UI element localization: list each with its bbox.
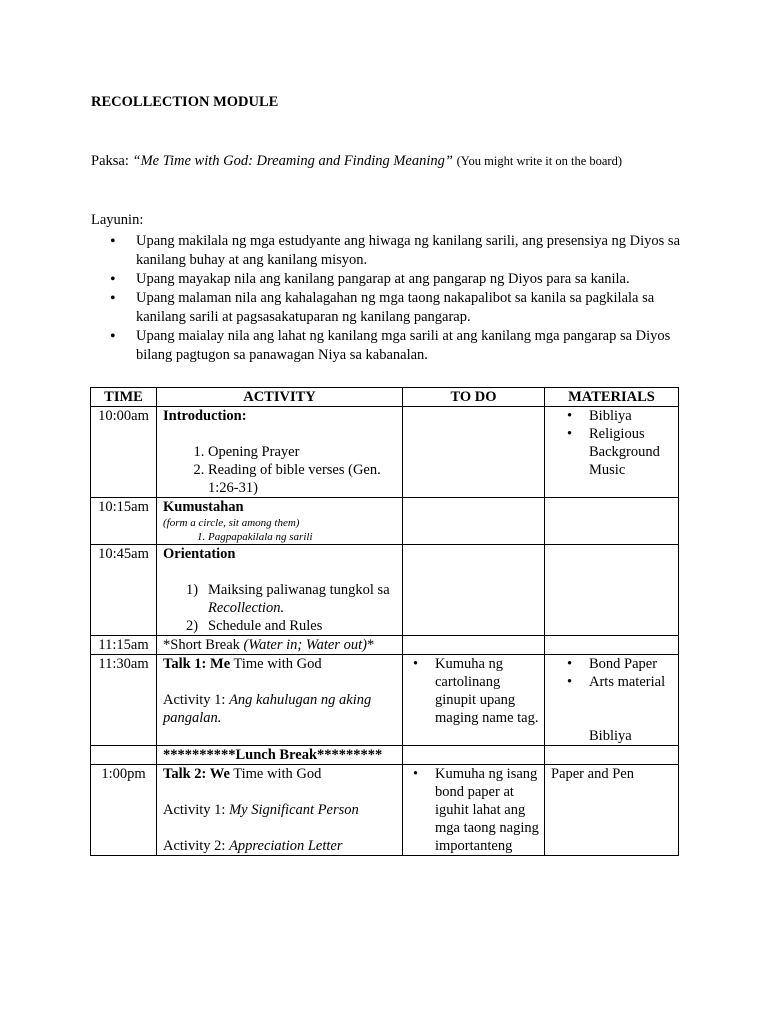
- activity-heading: Orientation: [163, 546, 236, 562]
- objective-item: • Upang malaman nila ang kahalagahan ng mga taong nakapalibot sa kanila sa pagkilala sa kanilang sarili at pagsasakatuparan ng kanilang pangarap.: [110, 289, 690, 327]
- table-row: [91, 498, 679, 545]
- list-item: • Religious Background Music: [545, 425, 678, 479]
- activity-list: [163, 530, 396, 544]
- objective-item: • Upang maialay nila ang lahat ng kanilang mga sarili at ang kanilang mga pangarap sa Diyos bilang pagtugon sa panawagan Niya sa kabanalan.: [110, 327, 690, 365]
- header-activity: ACTIVITY: [157, 388, 403, 407]
- materials-cell: [545, 655, 679, 746]
- todo-cell: [403, 746, 545, 765]
- todo-cell: [403, 765, 545, 856]
- activity-line: Activity 1: Ang kahulugan ng aking pangalan.: [163, 692, 372, 726]
- time-cell: 10:15am: [91, 498, 157, 545]
- objective-item: • Upang makilala ng mga estudyante ang hiwaga ng kanilang sarili, ang presensiya ng Diyos sa kanilang buhay at ang kanilang misyon.: [110, 232, 690, 270]
- talk-title: Talk 2: We Time with God: [163, 766, 322, 782]
- todo-cell: [403, 545, 545, 636]
- materials-cell: [545, 498, 679, 545]
- activity-cell: [157, 498, 403, 545]
- table-header-row: [91, 388, 679, 407]
- activity-heading: Kumustahan: [163, 499, 244, 515]
- list-item: 1) Maiksing paliwanag tungkol sa Recollection.: [186, 582, 390, 616]
- materials-cell: [545, 407, 679, 498]
- paksa-note: (You might write it on the board): [456, 154, 622, 168]
- todo-cell: [403, 498, 545, 545]
- table-row: [91, 655, 679, 746]
- header-materials: MATERIALS: [545, 388, 679, 407]
- list-item: 1. Opening Prayer: [208, 443, 396, 461]
- time-cell: 1:00pm: [91, 765, 157, 856]
- lunch-break: **********Lunch Break*********: [157, 746, 403, 765]
- objectives-list: [110, 232, 690, 365]
- table-row: [91, 636, 679, 655]
- objective-item: • Upang mayakap nila ang kanilang pangarap at ang pangarap ng Diyos para sa kanila.: [110, 270, 690, 289]
- materials-cell: [545, 545, 679, 636]
- todo-cell: [403, 655, 545, 746]
- header-time: TIME: [91, 388, 157, 407]
- list-item: 2. Reading of bible verses (Gen. 1:26-31): [208, 461, 396, 497]
- todo-list: [403, 765, 540, 855]
- table-row: [91, 407, 679, 498]
- activity-heading: Introduction:: [163, 408, 247, 424]
- time-cell: 11:15am: [91, 636, 157, 655]
- activity-list: [163, 581, 396, 635]
- table-row: [91, 746, 679, 765]
- todo-cell: [403, 407, 545, 498]
- talk-title: Talk 1: Me Time with God: [163, 656, 322, 672]
- list-item: • Kumuha ng isang bond paper at iguhit lahat ang mga taong naging importanteng: [403, 765, 540, 855]
- activity-line: Activity 2: Appreciation Letter: [163, 838, 343, 854]
- list-item: • Bibliya: [545, 407, 678, 425]
- material-item: Bibliya: [589, 728, 632, 744]
- paksa-label: Paksa:: [91, 153, 133, 169]
- layunin-label: Layunin:: [91, 212, 144, 228]
- materials-cell: [545, 746, 679, 765]
- todo-list: [403, 655, 540, 727]
- table-row: [91, 765, 679, 856]
- activity-cell: [157, 765, 403, 856]
- activity-cell: [157, 407, 403, 498]
- table-row: [91, 545, 679, 636]
- list-item: 1. Pagpapakilala ng sarili: [208, 530, 396, 544]
- materials-cell: Paper and Pen: [545, 765, 679, 856]
- activity-note: (form a circle, sit among them): [163, 517, 300, 529]
- header-todo: TO DO: [403, 388, 545, 407]
- activity-cell: [157, 545, 403, 636]
- activity-cell: *Short Break (Water in; Water out)*: [157, 636, 403, 655]
- page-title: RECOLLECTION MODULE: [91, 94, 279, 110]
- time-cell: 10:45am: [91, 545, 157, 636]
- time-cell: [91, 746, 157, 765]
- paksa-topic: “Me Time with God: Dreaming and Finding Meaning”: [132, 153, 453, 169]
- activity-cell: [157, 655, 403, 746]
- activity-list: [163, 443, 396, 497]
- time-cell: 11:30am: [91, 655, 157, 746]
- list-item: • Arts material: [545, 673, 678, 691]
- materials-list: [545, 655, 678, 691]
- materials-cell: [545, 636, 679, 655]
- todo-cell: [403, 636, 545, 655]
- activity-line: Activity 1: My Significant Person: [163, 802, 359, 818]
- list-item: • Bond Paper: [545, 655, 678, 673]
- time-cell: 10:00am: [91, 407, 157, 498]
- materials-list: [545, 407, 678, 479]
- schedule-table: [90, 387, 679, 856]
- list-item: • Kumuha ng cartolinang ginupit upang maging name tag.: [403, 655, 540, 727]
- paksa-line: [91, 153, 622, 170]
- list-item: 2) Schedule and Rules: [186, 618, 323, 634]
